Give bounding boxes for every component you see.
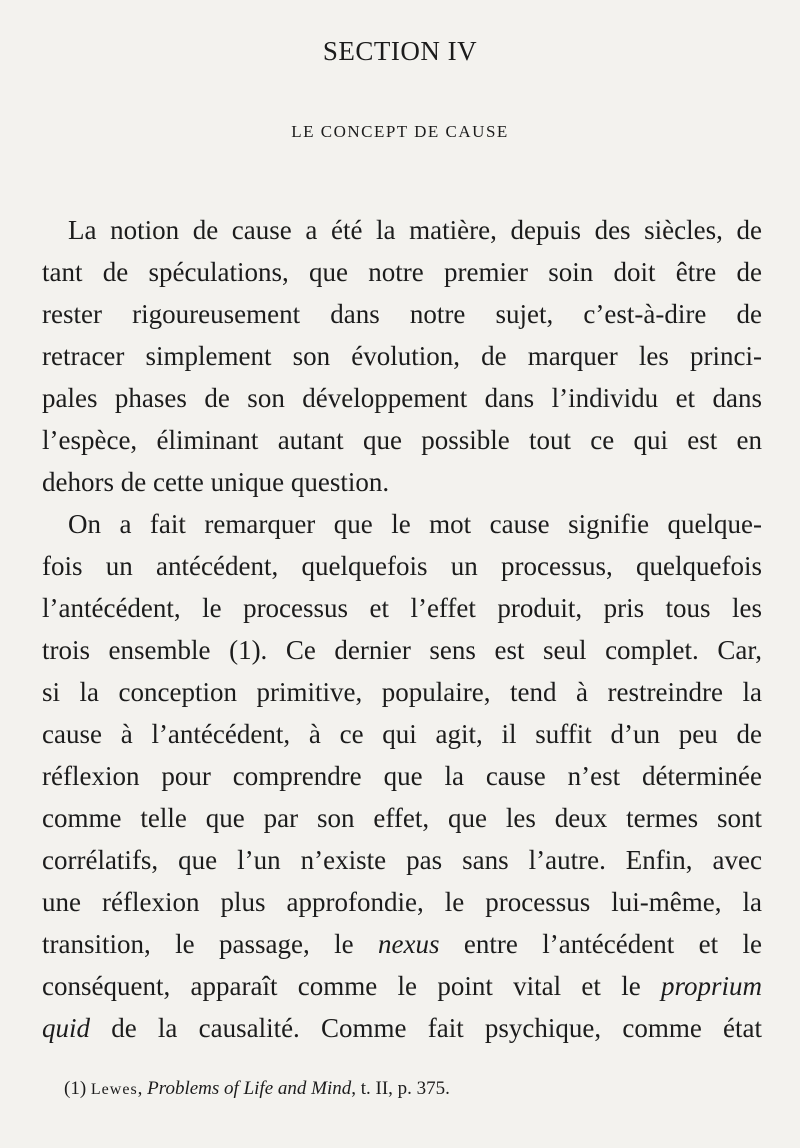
footnote-separator: , — [137, 1078, 148, 1099]
footnote-title: Problems of Life and Mind — [147, 1078, 352, 1099]
text-line — [42, 923, 762, 965]
text-line: fois un antécédent, quelquefois un processus, quelquefois — [42, 551, 762, 581]
text-line: cause à l’antécédent, à ce qui agit, il suffit d’un peu de — [42, 719, 762, 749]
section-subtitle: LE CONCEPT DE CAUSE — [291, 122, 509, 141]
text-segment: entre l’antécédent et le — [439, 929, 762, 959]
text-line: pales phases de son développement dans l’individu et dans — [42, 383, 762, 413]
text-line — [42, 1007, 762, 1049]
text-line: réflexion pour comprendre que la cause n’est déterminée — [42, 761, 762, 791]
text-line: La notion de cause a été la matière, depuis des siècles, de — [68, 215, 762, 245]
text-segment: transition, le passage, le — [42, 929, 379, 959]
text-segment: conséquent, apparaît comme le point vital et le — [42, 971, 661, 1001]
footnote-author: Lewes — [90, 1081, 138, 1098]
text-line: corrélatifs, que l’un n’existe pas sans l’autre. Enfin, avec — [42, 845, 762, 875]
footnote-reference: , t. II, p. 375. — [351, 1078, 450, 1099]
section-heading: SECTION IV — [322, 36, 478, 66]
body-text — [42, 209, 762, 1049]
text-line: trois ensemble (1). Ce dernier sens est seul complet. Car, — [42, 635, 762, 665]
italic-term: nexus — [378, 929, 440, 959]
text-line: dehors de cette unique question. — [42, 467, 390, 497]
text-line: On a fait remarquer que le mot cause signifie quelque- — [68, 509, 762, 539]
text-line: comme telle que par son effet, que les deux termes sont — [42, 803, 762, 833]
italic-term: quid — [42, 1013, 91, 1043]
text-line: une réflexion plus approfondie, le processus lui-même, la — [42, 887, 762, 917]
text-line: l’espèce, éliminant autant que possible tout ce qui est en — [42, 425, 762, 455]
italic-term: proprium — [660, 971, 762, 1001]
text-segment: de la causalité. Comme fait psychique, comme état — [90, 1013, 762, 1043]
text-line: rester rigoureusement dans notre sujet, c’est-à-dire de — [42, 299, 762, 329]
footnote — [64, 1078, 450, 1100]
text-line: tant de spéculations, que notre premier soin doit être de — [42, 257, 762, 287]
footnote-marker: (1) — [64, 1078, 91, 1099]
text-line — [42, 965, 762, 1007]
text-line: si la conception primitive, populaire, tend à restreindre la — [42, 677, 762, 707]
text-line: retracer simplement son évolution, de marquer les princi- — [42, 341, 762, 371]
text-line: l’antécédent, le processus et l’effet produit, pris tous les — [42, 593, 762, 623]
